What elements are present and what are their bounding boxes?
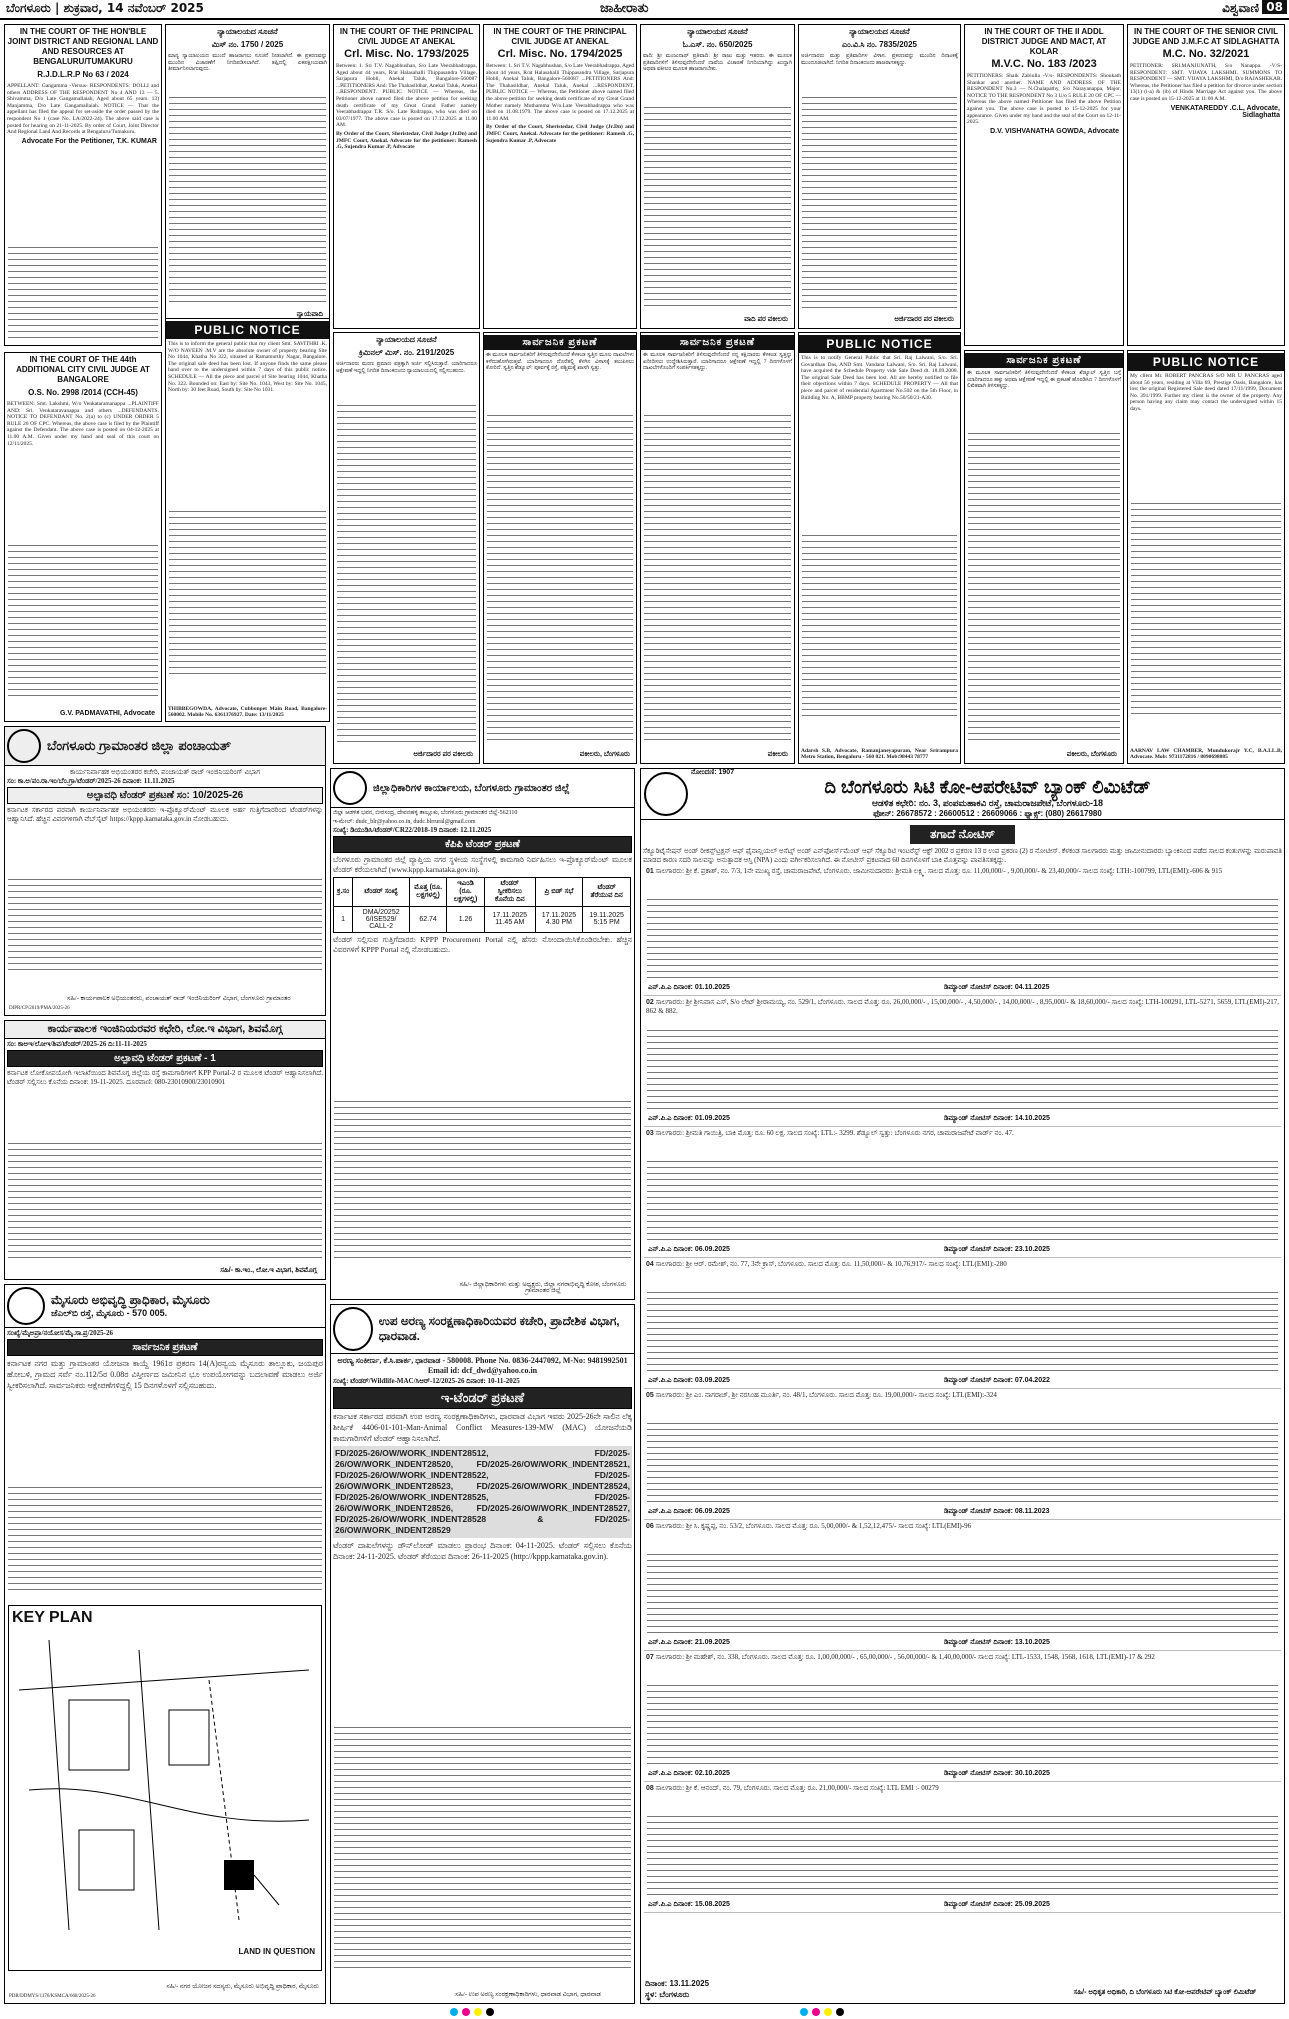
npa-date: ಎನ್.ಪಿ.ಎ ದಿನಾಂಕ: 06.09.2025 bbox=[648, 1246, 730, 1253]
borrower-entry bbox=[644, 1260, 1281, 1389]
case-number: O.S. No. 2998 /2014 (CCH-45) bbox=[28, 388, 138, 397]
ad-signature: VENKATAREDDY .C.L, Advocate, Sidlaghatta bbox=[1170, 104, 1280, 119]
court-notice-crl-1794 bbox=[483, 24, 637, 329]
bank-demand-notice bbox=[640, 768, 1285, 2004]
ad-signature: ವಕೀಲರು, ಬೆಂಗಳೂರು bbox=[1066, 751, 1117, 758]
ad-body: ಮಾನ್ಯ ನ್ಯಾಯಾಲಯದ ಮುಂದೆ ಹಾಜರಾಗಲು ಸೂಚನೆ ನೀಡಲಾಗಿದೆ. ಈ ಪ್ರಕರಣವನ್ನು ಮುಂದಿನ ವಿಚಾರಣೆಗೆ ನಿಗದಿಪಡಿಸಲಾಗಿದೆ. ತಪ್ಪಿದಲ್ಲಿ ಏಕಪಕ್ಷೀಯವಾಗಿ ತೀರ್ಮಾನಿಸಲಾಗುವುದು. bbox=[168, 53, 327, 73]
notice-intro: ಸೆಕ್ಯೂರಿಟೈಸೇಷನ್ ಅಂಡ್ ರೀಕನ್ಸ್‌ಟ್ರಕ್ಷನ್ ಆಫ್ ಫೈನಾನ್ಷಿಯಲ್ ಅಸೆಟ್ಸ್ ಅಂಡ್ ಎನ್‌ಫೋರ್ಸ್‌ಮೆಂಟ್ ಆಫ್ ಸೆಕ್ಯೂರಿಟಿ ಇಂಟರೆಸ್ಟ್ ಆಕ್ಟ್ 2002 ರ ಪ್ರಕರಣ 13 ರ ಉಪ ಪ್ರಕರಣ (2) ರ ನೋಟೀಸ್. ಕೆಳಕಂಡ ಸಾಲಗಾರರು ಮತ್ತು ಜಾಮೀನುದಾರರು ಬ್ಯಾಂಕಿನಿಂದ ಪಡೆದ ಸಾಲದ ಕಂತುಗಳನ್ನು ಮರುಪಾವತಿ ಮಾಡದ ಕಾರಣ ಸದರಿ ಸಾಲವನ್ನು ಅನುತ್ಪಾದಕ ಆಸ್ತಿ (NPA) ಎಂದು ವರ್ಗೀಕರಿಸಲಾಗಿದೆ. ಈ ನೋಟೀಸ್ ಪ್ರಕಟವಾದ 60 ದಿನಗಳೊಳಗೆ ಬಾಕಿ ಮೊತ್ತವನ್ನು ಪಾವತಿಸತಕ್ಕದ್ದು. bbox=[643, 847, 1282, 864]
entry-text: ಸಾಲಗಾರರು: ಶ್ರೀ ಸಿ. ಕೃಷ್ಣಪ್ಪ, ನಂ. 53/2, ಬೆಂಗಳೂರು. ಸಾಲದ ಮೊತ್ತ: ರೂ. 5,00,000/- & 1,52,12,475/- ಸಾಲದ ಸಂಖ್ಯೆ: LTL(EMI)-96 bbox=[655, 1522, 972, 1530]
ad-heading: ಬೆಂಗಳೂರು ಗ್ರಾಮಾಂತರ ಜಿಲ್ಲಾ ಪಂಚಾಯತ್ bbox=[47, 738, 231, 753]
ad-title: IN THE COURT OF THE II ADDL DISTRICT JUDGE AND MACT, AT KOLAR bbox=[981, 27, 1107, 56]
ad-title: ನ್ಯಾಯಾಲಯದ ಸೂಚನೆ bbox=[217, 27, 278, 36]
ad-title: IN THE COURT OF THE SENIOR CIVIL JUDGE AND J.M.F.C AT SIDLAGHATTA bbox=[1132, 27, 1280, 46]
ad-title: PUBLIC NOTICE bbox=[1128, 353, 1284, 371]
ad-body: ವಾದಿ: ಶ್ರೀ ಮಂಜುನಾಥ್ ಪ್ರತಿವಾದಿ: ಶ್ರೀ ರಾಜು ಮತ್ತು ಇತರರು. ಈ ಮೂಲಕ ಪ್ರತಿವಾದಿಗಳಿಗೆ ತಿಳಿಸುವುದೇನೆಂದರೆ ದಾವೆಯ ವಿಚಾರಣೆ ನಿಗದಿಯಾಗಿದ್ದು ಖುದ್ದಾಗಿ ಅಥವಾ ವಕೀಲರ ಮೂಲಕ ಹಾಜರಾಗಬೇಕು. bbox=[643, 53, 792, 73]
public-notice-kannada-3 bbox=[964, 350, 1124, 764]
dipr-code: PDR/DDMYS/1176/KSMCA/668/2025-26 bbox=[9, 1994, 96, 2000]
table-cell: DMA/20252 6/ISE529/ CALL-2 bbox=[353, 906, 410, 932]
npa-date: ಎನ್.ಪಿ.ಎ ದಿನಾಂಕ: 21.09.2025 bbox=[648, 1639, 730, 1646]
office-address: ಅರಣ್ಯ ಸಂಕೀರ್ಣ, ಕೆ.ಸಿ.ಪಾರ್ಕ, ಧಾರವಾಡ - 580008. Phone No. 0836-2447092, M-No: 9481992501 Email id: dcf_dwd@yahoo.co.in bbox=[337, 1356, 628, 1375]
ad-title: ನ್ಯಾಯಾಲಯದ ಸೂಚನೆ bbox=[849, 27, 910, 36]
mda-logo-icon bbox=[7, 1287, 45, 1325]
color-registration-marks bbox=[0, 2005, 1289, 2019]
bank-logo-icon bbox=[644, 772, 688, 816]
table-cell: 1 bbox=[334, 906, 353, 932]
npa-date: ಎನ್.ಪಿ.ಎ ದಿನಾಂಕ: 15.08.2025 bbox=[648, 1901, 730, 1908]
ad-heading: ಮೈಸೂರು ಅಭಿವೃದ್ಧಿ ಪ್ರಾಧಿಕಾರ, ಮೈಸೂರು bbox=[51, 1293, 210, 1307]
ad-body: BETWEEN: Smt. Lakshmi, W/o Venkataramanappa ...PLAINTIFF AND: Sri. Venkataravanappa and others ...DEFENDANTS. NOTICE TO DEFENDANT No. 2(a) to (c) UNDER ORDER 5 RULE 20 OF CPC. Whereas, the above case is filed by the Plaintiff against the Defendant. The above case is posted on 04-12-2025 at 11.00 A.M. Given under my hand and seal of this court on 12/11/2025. bbox=[7, 401, 159, 447]
case-number: ಓ.ಎಸ್. ನಂ. 650/2025 bbox=[682, 40, 753, 49]
header-date: ಬೆಂಗಳೂರು | ಶುಕ್ರವಾರ, 14 ನವೆಂಬರ್ 2025 bbox=[6, 1, 204, 15]
reference-number: ಸಂ: ಕಾಅಇ/ಲೋಇ/ಶಿವ/ಟೆಂಡರ್/2025-26 ದಿ:11-11-2025 bbox=[7, 1040, 147, 1048]
borrower-entry bbox=[644, 998, 1281, 1127]
case-number: R.J.D.L.R.P No 63 / 2024 bbox=[37, 70, 129, 79]
ad-signature: ಸಹಿ/- ಉಪ ಅರಣ್ಯ ಸಂರಕ್ಷಣಾಧಿಕಾರಿಗಳು, ಧಾರವಾಡ ವಿಭಾಗ, ಧಾರವಾಡ bbox=[455, 1991, 601, 1999]
borrower-entry bbox=[644, 867, 1281, 996]
case-number: ಕ್ರಿಮಿನಲ್ ಮಿಸ್. ನಂ. 2191/2025 bbox=[358, 348, 455, 357]
court-notice-mc-32 bbox=[1127, 24, 1285, 346]
tender-pwd-shimoga bbox=[4, 1020, 326, 1280]
notice-place: ಸ್ಥಳ: ಬೆಂಗಳೂರು bbox=[645, 1990, 690, 1999]
ad-heading: ಉಪ ಅರಣ್ಯ ಸಂರಕ್ಷಣಾಧಿಕಾರಿಯವರ ಕಚೇರಿ, ಪ್ರಾದೇಶಿಕ ವಿಭಾಗ, ಧಾರವಾಡ. bbox=[378, 1314, 620, 1343]
tender-dudc-bangalore-rural bbox=[330, 768, 635, 1300]
court-notice-kannada-2191 bbox=[333, 332, 480, 764]
ad-signature: ವಕೀಲರು, ಬೆಂಗಳೂರು bbox=[579, 751, 630, 758]
ad-signature: By Order of the Court, Sheristedar, Civil Judge (Jr.Dn) and JMFC Court, Anekal. Advocate for the petitioner: Ramesh .G, Sujendra Kumar .P, Advocate bbox=[336, 130, 477, 151]
entry-text: ಸಾಲಗಾರರು: ಶ್ರೀ ಶ್ರೀನಿವಾಸ ಎಸ್, S/o ಲೇಟ್ ಶ್ರೀರಾಮಯ್ಯ, ನಂ. 529/1, ಬೆಂಗಳೂರು. ಸಾಲದ ಮೊತ್ತ: ರೂ. 26,00,000/- , 15,00,000/- , 4,50,000/- , 14,00,000/- , 8,95,000/- & 18,60,000/- ಸಾಲದ ಸಂಖ್ಯೆ: LTH-100291, LTL-5271, 5659, LTL(EMI)-217, 862 & 882. bbox=[646, 998, 1280, 1015]
tender-forest-dharwad bbox=[330, 1304, 635, 2004]
ad-title: ನ್ಯಾಯಾಲಯದ ಸೂಚನೆ bbox=[376, 335, 437, 344]
notice-title: ಅಲ್ಪಾವಧಿ ಟೆಂಡರ್ ಪ್ರಕಟಣೆ - 1 bbox=[7, 1050, 323, 1067]
case-number: M.C. No. 32/2021 bbox=[1162, 48, 1250, 60]
court-notice-kannada-1 bbox=[165, 24, 330, 324]
ad-signature: G.V. PADMAVATHI, Advocate bbox=[59, 710, 155, 717]
ad-title: ಸಾರ್ವಜನಿಕ ಪ್ರಕಟಣೆ bbox=[965, 353, 1123, 368]
ad-signature: ಅರ್ಜಿದಾರರ ಪರ ವಕೀಲರು bbox=[413, 751, 473, 758]
ad-signature: By Order of the Court, Sheristedar, Civil Judge (Jr.Dn) and JMFC Court, Anekal. Advocate for the petitioner: Ramesh .G, Sujendra Kumar .P, Advocate bbox=[486, 124, 634, 144]
ad-signature: THIBBEGOWDA, Advocate, Cubbonpet Main Road, Bangalore-560002. Mobile No. 6361376927. Date: 13/11/2025 bbox=[168, 705, 327, 719]
entry-number: 02 bbox=[646, 999, 654, 1006]
table-cell: 1.26 bbox=[447, 906, 485, 932]
case-number: M.V.C. No. 183 /2023 bbox=[991, 58, 1097, 70]
entry-text: ಸಾಲಗಾರರು: ಶ್ರೀ ಮಹೇಶ್, ನಂ. 338, ಬೆಂಗಳೂರು. ಸಾಲದ ಮೊತ್ತ: ರೂ. 1,00,00,000/- , 65,00,000/- , 56,00,000/- & 1,40,00,000/- ಸಾಲದ ಸಂಖ್ಯೆ: LTL-1533, 1548, 1568, 1618, LTL(EMI)-17 & 292 bbox=[655, 1653, 1155, 1661]
office-address: ಜಿಲ್ಲಾ ಆಡಳಿತ ಭವನ, ಬೀರಸಂದ್ರ, ದೇವನಹಳ್ಳಿ ತಾಲ್ಲೂಕು, ಬೆಂಗಳೂರು ಗ್ರಾಮಾಂತರ ಜಿಲ್ಲೆ-562110 bbox=[333, 810, 518, 816]
entry-number: 05 bbox=[646, 1392, 654, 1399]
borrower-entry bbox=[644, 1391, 1281, 1520]
ad-body: ಬೆಂಗಳೂರು ಗ್ರಾಮಾಂತರ ಜಿಲ್ಲೆ ವ್ಯಾಪ್ತಿಯ ನಗರ ಸ್ಥಳೀಯ ಸಂಸ್ಥೆಗಳಲ್ಲಿ ಕಾಮಗಾರಿ ನಿರ್ವಹಿಸಲು ಇ-ಪ್ರೊಕ್ಯೂರ್‌ಮೆಂಟ್ ಮೂಲಕ ಟೆಂಡರ್ ಕರೆಯಲಾಗಿದೆ (www.kppp.karnataka.gov.in). bbox=[333, 854, 632, 874]
entry-text: ಸಾಲಗಾರರು: ಶ್ರೀಮತಿ ಗಾಯಿತ್ರಿ, ಬಾಕಿ ಮೊತ್ತ: ರೂ. 60 ಲಕ್ಷ. ಸಾಲದ ಸಂಖ್ಯೆ: LTL:- 3299. ಶೆಡ್ಯೂಲ್ ಸ್ವತ್ತು: ಬೆಂಗಳೂರು ನಗರ, ಚಾಮರಾಜಪೇಟೆ ವಾರ್ಡ್ ನಂ. 47. bbox=[655, 1129, 1014, 1137]
demand-notice-date: ಡಿಮ್ಯಾಂಡ್ ನೋಟಿಸ್ ದಿನಾಂಕ: 04.11.2025 bbox=[944, 984, 1050, 991]
borrower-entry bbox=[644, 1653, 1281, 1782]
key-plan-drawing bbox=[9, 1630, 323, 1950]
public-notice-kannada-2 bbox=[640, 332, 795, 764]
case-number: Crl. Misc. No. 1793/2025 bbox=[344, 48, 469, 60]
ad-signature: D.V. VISHVANATHA GOWDA, Advocate bbox=[990, 127, 1119, 135]
public-notice-savithri bbox=[165, 318, 330, 722]
notice-title: ಸಾರ್ವಜನಿಕ ಪ್ರಕಟಣೆ bbox=[7, 1339, 323, 1356]
demand-notice-date: ಡಿಮ್ಯಾಂಡ್ ನೋಟಿಸ್ ದಿನಾಂಕ: 14.10.2025 bbox=[944, 1115, 1050, 1122]
ad-body: ಕರ್ನಾಟಕ ಲೋಕೋಪಯೋಗಿ ಇಲಾಖೆಯಿಂದ ಶಿವಮೊಗ್ಗ ಜಿಲ್ಲೆಯ ರಸ್ತೆ ಕಾಮಗಾರಿಗಳಿಗೆ KPP Portal-2 ರ ಮೂಲಕ ಟೆಂಡರ್ ಆಹ್ವಾನಿಸಲಾಗಿದೆ. ಟೆಂಡರ್ ಸಲ್ಲಿಸಲು ಕೊನೆಯ ದಿನಾಂಕ: 19-11-2025. ದೂರವಾಣಿ: 080-23010900/23010901 bbox=[7, 1068, 323, 1086]
court-notice-kannada-os bbox=[640, 24, 795, 329]
emblem-icon bbox=[333, 771, 367, 805]
ad-signature: ಸಹಿ/- ಅಧಿಕೃತ ಅಧಿಕಾರಿ, ದಿ ಬೆಂಗಳೂರು ಸಿಟಿ ಕೋ-ಆಪರೇಟಿವ್ ಬ್ಯಾಂಕ್ ಲಿಮಿಟೆಡ್ bbox=[1073, 1989, 1257, 1996]
land-in-question-label: LAND IN QUESTION bbox=[238, 1947, 315, 1956]
borrower-entry bbox=[644, 1522, 1281, 1651]
entry-text: ಸಾಲಗಾರರು: ಶ್ರೀ ಆರ್. ರಮೇಶ್, ನಂ. 77, 3ನೇ ಕ್ರಾಸ್, ಬೆಂಗಳೂರು. ಸಾಲದ ಮೊತ್ತ: ರೂ. 11,50,000/- & 10,76,917/- ಸಾಲದ ಸಂಖ್ಯೆ: LTL(EMI):-280 bbox=[655, 1260, 1007, 1268]
table-header-cell: ಇಎಂಡಿ (ರೂ. ಲಕ್ಷಗಳಲ್ಲಿ) bbox=[447, 877, 485, 906]
ad-body-2: ಟೆಂಡರ್ ದಾಖಲೆಗಳನ್ನು ಡೌನ್‌ಲೋಡ್ ಮಾಡಲು ಪ್ರಾರಂಭ ದಿನಾಂಕ: 04-11-2025. ಟೆಂಡರ್ ಸಲ್ಲಿಸಲು ಕೊನೆಯ ದಿನಾಂಕ: 24-11-2025. ಟೆಂಡರ್ ತೆರೆಯುವ ದಿನಾಂಕ: 26-11-2025 (http://kppp.karnataka.gov.in). bbox=[333, 1540, 632, 1561]
ad-signature: ವಕೀಲರು bbox=[767, 751, 788, 758]
ad-signature: ಸಹಿ/- ನಗರ ಯೋಜನ ಸದಸ್ಯರು, ಮೈಸೂರು ಅಭಿವೃದ್ಧಿ ಪ್ರಾಧಿಕಾರ, ಮೈಸೂರು bbox=[166, 1983, 319, 1991]
case-number: ಎಂ.ವಿ.ಸಿ ನಂ. 7835/2025 bbox=[841, 40, 917, 49]
npa-date: ಎನ್.ಪಿ.ಎ ದಿನಾಂಕ: 03.09.2025 bbox=[648, 1377, 730, 1384]
ad-body: ಅರ್ಜಿದಾರರು ಮರಣ ಪ್ರಮಾಣ ಪತ್ರಕ್ಕಾಗಿ ಅರ್ಜಿ ಸಲ್ಲಿಸಿರುತ್ತಾರೆ. ಯಾರಿಗಾದರೂ ಆಕ್ಷೇಪಣೆ ಇದ್ದಲ್ಲಿ ನಿಗದಿತ ದಿನಾಂಕದಂದು ನ್ಯಾಯಾಲಯದಲ್ಲಿ ಸಲ್ಲಿಸಬಹುದು. bbox=[336, 361, 477, 374]
ad-signature: AARNAV LAW CHAMBER, Mundukorajr Y.C, B.A.LL.B, Advocate. Mob: 9731172816 / 8090698085 bbox=[1130, 747, 1282, 761]
ad-body: ಕರ್ನಾಟಕ ಸರ್ಕಾರದ ಪರವಾಗಿ ಉಪ ಅರಣ್ಯ ಸಂರಕ್ಷಣಾಧಿಕಾರಿಗಳು, ಧಾರವಾಡ ವಿಭಾಗ ಇವರು 2025-26ನೇ ಸಾಲಿನ ಲೆಕ್ಕ ಶೀರ್ಷಿಕೆ 4406-01-101-Man-Animal Conflict Measures-139-MW (MAC) ಯೋಜನೆಯಡಿ ಕಾಮಗಾರಿಗಳಿಗೆ ಟೆಂಡರ್ ಆಹ್ವಾನಿಸಲಾಗಿದೆ. bbox=[333, 1411, 632, 1443]
ad-title: IN THE COURT OF THE PRINCIPAL CIVIL JUDGE AT ANEKAL bbox=[339, 27, 474, 46]
entry-text: ಸಾಲಗಾರರು: ಶ್ರೀ ಕೆ. ಆನಂದ್, ನಂ. 79, ಬೆಂಗಳೂರು. ಸಾಲದ ಮೊತ್ತ: ರೂ. 21,00,000/- ಸಾಲದ ಸಂಖ್ಯೆ: LTL EMI :- 00279 bbox=[655, 1784, 939, 1792]
public-notice-robert-pancras bbox=[1127, 350, 1285, 764]
ad-heading: ಕಾರ್ಯಪಾಲಕ ಇಂಜಿನಿಯರವರ ಕಛೇರಿ, ಲೋ.ಇ ವಿಭಾಗ, ಶಿವಮೊಗ್ಗ bbox=[5, 1021, 325, 1039]
header-masthead: ವಿಶ್ವವಾಣಿ bbox=[1222, 1, 1259, 15]
forest-dept-logo-icon bbox=[333, 1307, 373, 1351]
table-header-cell: ಟೆಂಡರ್ ತೆರೆಯುವ ದಿನ bbox=[583, 877, 631, 906]
table-cell: 62.74 bbox=[410, 906, 447, 932]
ad-signature: ನ್ಯಾಯವಾದಿ bbox=[296, 311, 323, 318]
entry-number: 06 bbox=[646, 1523, 654, 1530]
office-address: ಜೆಎಲ್‌ಬಿ ರಸ್ತೆ, ಮೈಸೂರು - 570 005. bbox=[51, 1308, 168, 1318]
ad-body: PETITIONER: SRI.MANJUNATH, S/o Nanappa. -V/S- RESPONDENT: SMT. VIJAYA LAKSHMI. SUMMONS TO RESPONDENT — SMT. VIJAYA LAKSHMI, D/o RAJASHEKAR. Whereas, the Petitioner has filed a petition for divorce under section 13(1) (i-a) & (ib) of Hindu Marriage Act against you. The above case is posted on 15-12-2025 at 11:00 A.M. bbox=[1130, 63, 1282, 102]
entry-text: ಸಾಲಗಾರರು: ಶ್ರೀ ಎಂ. ನಾಗರಾಜ್, ಶ್ರೀ ನರಸಿಂಹ ಮೂರ್ತಿ, ನಂ. 48/1, ಬೆಂಗಳೂರು. ಸಾಲದ ಮೊತ್ತ: ರೂ. 19,00,000/- ಸಾಲದ ಸಂಖ್ಯೆ: LTL(EMI):-324 bbox=[655, 1391, 997, 1399]
ad-body: ಈ ಮೂಲಕ ಸಾರ್ವಜನಿಕರಿಗೆ ತಿಳಿಸುವುದೇನೆಂದರೆ ನನ್ನ ಕಕ್ಷಿದಾರರು ಕೆಳಕಂಡ ಸ್ವತ್ತನ್ನು ಖರೀದಿಸಲು ಉದ್ದೇಶಿಸಿರುತ್ತಾರೆ. ಯಾರಿಗಾದರೂ ಆಕ್ಷೇಪಣೆ ಇದ್ದಲ್ಲಿ 7 ದಿನಗಳೊಳಗೆ ದಾಖಲೆಗಳೊಂದಿಗೆ ಸಂಪರ್ಕಿಸತಕ್ಕದ್ದು. bbox=[643, 352, 792, 372]
ad-title: PUBLIC NOTICE bbox=[166, 321, 329, 339]
ad-body-2: ಟೆಂಡರ್ ಸಲ್ಲಿಸುವ ಗುತ್ತಿಗೆದಾರರು KPPP Procurement Portal ನಲ್ಲಿ ಹೆಸರು ನೋಂದಾಯಿಸಿಕೊಂಡಿರಬೇಕು. ಹೆಚ್ಚಿನ ವಿವರಗಳಿಗೆ KPPP Portal ನಲ್ಲಿ ನೋಡಬಹುದು. bbox=[333, 934, 632, 954]
case-number: Crl. Misc. No. 1794/2025 bbox=[497, 48, 623, 60]
ad-body: ಕರ್ನಾಟಕ ಸರ್ಕಾರದ ಪರವಾಗಿ ಕಾರ್ಯನಿರ್ವಾಹಕ ಅಭಿಯಂತರರು ಇ-ಪ್ರೊಕ್ಯೂರ್‌ಮೆಂಟ್ ಮೂಲಕ ಅರ್ಹ ಗುತ್ತಿಗೆದಾರರಿಂದ ಟೆಂಡರ್‌ಗಳನ್ನು ಆಹ್ವಾನಿಸಿದೆ. ಹೆಚ್ಚಿನ ವಿವರಗಳಿಗಾಗಿ ವೆಬ್‌ಸೈಟ್ https://kppp.karnataka.gov.in ನೋಡಬಹುದು. bbox=[7, 805, 323, 823]
entry-number: 08 bbox=[646, 1785, 654, 1792]
emblem-icon bbox=[7, 729, 41, 763]
court-notice-crl-1793 bbox=[333, 24, 480, 329]
map-title: KEY PLAN bbox=[12, 1609, 93, 1626]
public-notice-lalwani bbox=[798, 332, 961, 764]
ad-body: APPELLANT: Gangamma -Versus- RESPONDENTS: DOLLI and others ADDRESS OF THE RESPONDENT No 4 AND 13 — 5. Shivamma, D/o Late Gangamallaiah, Aged about 65 years. 13) Manjamma, D/o Late Gangamallaiah. NOTICE — That the appellant has filed the appeal for set-aside the order passed by the respondent No 1 (case No. LA/2022-24). The above said case is posted for hearing on 21-11-2025. By order of Court, Joint Director And Regional Land And Records at Bengaluru/Tumakuru. bbox=[7, 83, 159, 136]
bank-address: ಆಡಳಿತ ಕಛೇರಿ: ನಂ. 3, ಪಂಪಮಹಾಕವಿ ರಸ್ತೆ, ಚಾಮರಾಜಪೇಟೆ, ಬೆಂಗಳೂರು-18 bbox=[872, 798, 1103, 808]
entry-number: 04 bbox=[646, 1261, 654, 1268]
borrower-entry bbox=[644, 1784, 1281, 1913]
header-section: ಜಾಹೀರಾತು bbox=[600, 1, 649, 16]
bank-name: ದಿ ಬೆಂಗಳೂರು ಸಿಟಿ ಕೋ-ಆಪರೇಟಿವ್ ಬ್ಯಾಂಕ್ ಲಿಮಿಟೆಡ್ bbox=[824, 777, 1151, 797]
reference-number: ಸಂಖ್ಯೆ: ಡಿಯುಡಿಸಿ/ಟೆಂಡರ್/CR22/2018-19 ದಿನಾಂಕ: 12.11.2025 bbox=[333, 826, 492, 835]
ad-signature: ಸಹಿ/- ಕಾರ್ಯಪಾಲಕ ಅಭಿಯಂತರರು, ಪಂಚಾಯತ್ ರಾಜ್ ಇಂಜಿನಿಯರಿಂಗ್ ವಿಭಾಗ, ಬೆಂಗಳೂರು ಗ್ರಾಮಾಂತರ bbox=[67, 995, 291, 1003]
court-notice-os-2998 bbox=[4, 352, 162, 722]
table-cell: 19.11.2025 5:15 PM bbox=[583, 906, 631, 932]
public-notice-kannada-1 bbox=[483, 332, 637, 764]
table-header-cell: ಕ್ರ.ಸಂ bbox=[334, 877, 353, 906]
ad-signature: ವಾದಿ ಪರ ವಕೀಲರು bbox=[744, 316, 788, 323]
reference-number: ಸಂಖ್ಯೆ/ಮೈಅಪ್ರಾ/ನಯೋಸ/ಮೈ.ಸಾ.ಪ್ರ/2025-26 bbox=[7, 1329, 113, 1337]
demand-notice-date: ಡಿಮ್ಯಾಂಡ್ ನೋಟಿಸ್ ದಿನಾಂಕ: 13.10.2025 bbox=[944, 1639, 1050, 1646]
entry-number: 01 bbox=[646, 868, 654, 875]
reference-number: ಸಂ: ಕಾ.ಅ/ಪಂ.ರಾ.ಇಂ/ಬೆಂ.ಗ್ರಾ/ಟೆಂಡರ್/2025-26 ದಿನಾಂಕ: 11.11.2025 bbox=[7, 777, 175, 785]
ad-body: Between: 1. Sri T.V. Nagabhushan, S/o Late Veerabhadrappa, Aged about 44 years, R/at Halasahalli Thippasandra Village, Sarjapura Hobli, Anekal Taluk, Bangalore-560087 ...PETITIONERS And: The Thahasildhar, Anekal Taluk, Anekal ...RESPONDENT. PUBLIC NOTICE — Whereas, the Petitioner above named filed the above petition for seeking death certificate of my Great Grand Mother namely Muthamma W/o.Late Veerabhadrappa who was died on 11.08.1979. The above case is posted on 17.12.2025 at 11.00 AM. bbox=[486, 63, 634, 122]
entry-text: ಸಾಲಗಾರರು: ಶ್ರೀ ಕೆ. ಪ್ರಕಾಶ್, ನಂ. 7/3, 1ನೇ ಮುಖ್ಯ ರಸ್ತೆ, ಚಾಮರಾಜಪೇಟೆ, ಬೆಂಗಳೂರು. ಜಾಮೀನುದಾರರು: ಶ್ರೀಮತಿ ಲಕ್ಷ್ಮಿ. ಸಾಲದ ಮೊತ್ತ: ರೂ. 11,00,000/- , 9,00,000/- & 23,40,000/- ಸಾಲದ ಸಂಖ್ಯೆ: LTH:-100799, LTL(EMI):-606 & 915 bbox=[655, 867, 1223, 875]
land-parcel-marker bbox=[224, 1860, 254, 1890]
work-indent-list: FD/2025-26/OW/WORK_INDENT28512, FD/2025-26/OW/WORK_INDENT28520, FD/2025-26/OW/WORK_INDENT28521, FD/2025-26/OW/WORK_INDENT28522, FD/2025-26/OW/WORK_INDENT28523, FD/2025-26/OW/WORK_INDENT28524, FD/2025-26/OW/WORK_INDENT28525, FD/2025-26/OW/WORK_INDENT28526, FD/2025-26/OW/WORK_INDENT28527, FD/2025-26/OW/WORK_INDENT28528 & FD/2025-26/OW/WORK_INDENT28529 bbox=[333, 1446, 632, 1538]
ad-signature: Adarsh S.B, Advocate, Ramanjaneyapuram, Near Srirampura Metro Station, Bengaluru - 560 021. Mob:98443 78777 bbox=[801, 747, 958, 761]
table-header-cell: ಪ್ರಿ ಬಿಡ್ ಸಭೆ bbox=[535, 877, 583, 906]
notice-title: ಅಲ್ಪಾವಧಿ ಟೆಂಡರ್ ಪ್ರಕಟಣೆ ಸಂ: 10/2025-26 bbox=[7, 787, 323, 804]
borrower-list bbox=[641, 867, 1284, 1913]
court-notice-mvc-183 bbox=[964, 24, 1124, 346]
ad-signature: ಅರ್ಜಿದಾರರ ಪರ ವಕೀಲರು bbox=[894, 316, 954, 323]
entry-number: 07 bbox=[646, 1654, 654, 1661]
table-header-cell: ಟೆಂಡರ್ ಸ್ವೀಕರಿಸಲು ಕೊನೆಯ ದಿನ bbox=[484, 877, 535, 906]
demand-notice-date: ಡಿಮ್ಯಾಂಡ್ ನೋಟಿಸ್ ದಿನಾಂಕ: 07.04.2022 bbox=[944, 1377, 1050, 1384]
table-cell: 17.11.2025 4.30 PM bbox=[535, 906, 583, 932]
ad-body: Between: 1. Sri T.V. Nagabhushan, S/o Late Veerabhadrappa, Aged about 44 years, R/at Halasahalli Thippasandra Village, Sarjapura Hobli, Anekal Taluk, Bangalore-560087 ...PETITIONERS And: The Thahasildhar, Anekal Taluk, Anekal ...RESPONDENT. PUBLIC NOTICE — Whereas, the Petitioner above named filed the above petition for seeking death certificate of my Great Grand Father namely Veerabhadrappa T.R. S/o. Late Rudrappa, who was died on 03/07/1977. The above case is posted on 17.12.2025 at 11.00 AM. bbox=[336, 63, 477, 129]
demand-notice-date: ಡಿಮ್ಯಾಂಡ್ ನೋಟಿಸ್ ದಿನಾಂಕ: 08.11.2023 bbox=[944, 1508, 1050, 1515]
notice-mysore-development-authority bbox=[4, 1284, 326, 2004]
ad-signature: ಸಹಿ/- ಕಾ.ಇಂ., ಲೋ.ಇ ವಿಭಾಗ, ಶಿವಮೊಗ್ಗ bbox=[220, 1267, 317, 1274]
key-plan-map bbox=[8, 1605, 322, 1971]
table-cell: 17.11.2025 11.45 AM bbox=[484, 906, 535, 932]
ad-title: ನ್ಯಾಯಾಲಯದ ಸೂಚನೆ bbox=[687, 27, 748, 36]
ad-body: ಅರ್ಜಿದಾರರು ಮತ್ತು ಪ್ರತಿವಾದಿಗಳ ವಿಳಾಸ. ಪ್ರಕರಣವನ್ನು ಮುಂದಿನ ದಿನಾಂಕಕ್ಕೆ ಮುಂದೂಡಲಾಗಿದೆ. ನಿಗದಿತ ದಿನಾಂಕದಂದು ಹಾಜರಾಗತಕ್ಕದ್ದು. bbox=[801, 53, 958, 66]
tender-table-row bbox=[334, 906, 631, 932]
ad-heading: ಜಿಲ್ಲಾಧಿಕಾರಿಗಳ ಕಾರ್ಯಾಲಯ, ಬೆಂಗಳೂರು ಗ್ರಾಮಾಂತರ ಜಿಲ್ಲೆ bbox=[373, 782, 570, 794]
dipr-code: DIPR/CP/2619/PMA/2025-26 bbox=[9, 1006, 70, 1012]
court-notice-rjdlrp bbox=[4, 24, 162, 346]
demand-notice-date: ಡಿಮ್ಯಾಂಡ್ ನೋಟಿಸ್ ದಿನಾಂಕ: 25.09.2025 bbox=[944, 1901, 1050, 1908]
table-header-cell: ಮೊತ್ತ (ರೂ. ಲಕ್ಷಗಳಲ್ಲಿ) bbox=[410, 877, 447, 906]
office-email: ಇ-ಮೇಲ್: dudc_blr@yahoo.co.in, dudc.blrrural@gmail.com bbox=[333, 818, 476, 825]
npa-date: ಎನ್.ಪಿ.ಎ ದಿನಾಂಕ: 02.10.2025 bbox=[648, 1770, 730, 1777]
ad-body: ಈ ಮೂಲಕ ಸಾರ್ವಜನಿಕರಿಗೆ ತಿಳಿಸುವುದೇನೆಂದರೆ ಕೆಳಕಂಡ ಸ್ವತ್ತಿನ ಮೂಲ ದಾಖಲೆಗಳು ಕಳೆದುಹೋಗಿರುತ್ತವೆ. ಯಾರಿಗಾದರೂ ದೊರೆತಲ್ಲಿ ಕೆಳಗಿನ ವಿಳಾಸಕ್ಕೆ ತಲುಪಿಸಲು ಕೋರಿದೆ. ಸ್ವತ್ತಿನ ಶೆಡ್ಯೂಲ್: ಪೂರ್ವಕ್ಕೆ ರಸ್ತೆ, ಪಶ್ಚಿಮಕ್ಕೆ ಖಾಸಗಿ ಸ್ವತ್ತು. bbox=[486, 352, 634, 372]
header-page-number: 08 bbox=[1262, 0, 1287, 14]
tender-zilla-panchayat bbox=[4, 726, 326, 1016]
npa-date: ಎನ್.ಪಿ.ಎ ದಿನಾಂಕ: 06.09.2025 bbox=[648, 1508, 730, 1515]
ad-body: This is to inform the general public that my client Smt. SAVITHRI .K. W/O NAVEEN .M.V are the absolute owner of property bearing Site No 1044, Khatha No 322, situated at Ramamurthy Nagar, Bangalore. The original sale deed has been lost. If anyone finds the same please hand over to the undersigned within 7 days of this public notice. SCHEDULE — All the piece and parcel of Site bearing 1044, Khatha No. 322. Bounded on: East by: Site No. 1043, West by: Site No. 1045, North by: 30 feet Road, South by: Site No 1031. bbox=[168, 341, 327, 394]
ad-title: PUBLIC NOTICE bbox=[799, 335, 960, 353]
npa-date: ಎನ್.ಪಿ.ಎ ದಿನಾಂಕ: 01.09.2025 bbox=[648, 1115, 730, 1122]
ad-title: ಸಾರ್ವಜನಿಕ ಪ್ರಕಟಣೆ bbox=[484, 335, 636, 350]
demand-notice-date: ಡಿಮ್ಯಾಂಡ್ ನೋಟಿಸ್ ದಿನಾಂಕ: 30.10.2025 bbox=[944, 1770, 1050, 1777]
notice-title: ಕೆಪಿಪಿ ಟೆಂಡರ್ ಪ್ರಕಟಣೆ bbox=[333, 836, 632, 853]
ad-body: This is to notify General Public that Sri. Raj Lalwani, S/o. Sri. Govardhan Das, AND Smt. Vandana Lalwani, S/o. Sri. Raj Lalwani, have acquired the Schedule Property vide Sale Deed dt. 18.09.2008. The original Sale Deed has been lost. All are hereby notified to file their objections within 7 days. SCHEDULE PROPERTY — All that piece and parcel of residential Apartment No.502 on the 5th Floor, in Building No. A, BBMP property bearing No.50/50/21-A30. bbox=[801, 355, 958, 401]
tender-table bbox=[333, 877, 631, 933]
borrower-entry bbox=[644, 1129, 1281, 1258]
reference-number: ಸಂಖ್ಯೆ: ಟೆಂಡರ್/Wildlife-MAC/ಸಿಆರ್-12/2025-26 ದಿನಾಂಕ: 10-11-2025 bbox=[333, 1377, 520, 1385]
bank-phone: ಫೋನ್: 26678572 : 26600512 : 26609066 : ಫ್ಯಾಕ್ಸ್: (080) 26617980 bbox=[873, 809, 1102, 818]
ad-body: My client Mr. ROBERT PANCRAS S/O MR U PANCRAS aged about 56 years, residing at Villa 69, Prestige Oasis, Bangalore, has lost the original Registered Sale deed dated 17/11/1999, Document No. 391/1999. Further my client is the owner of the property. Any person having any claim may contact the undersigned within 15 days. bbox=[1130, 373, 1282, 412]
ad-body: ಕರ್ನಾಟಕ ನಗರ ಮತ್ತು ಗ್ರಾಮಾಂತರ ಯೋಜನಾ ಕಾಯ್ದೆ 1961ರ ಪ್ರಕರಣ 14(A)ರನ್ವಯ ಮೈಸೂರು ತಾಲ್ಲೂಕು, ಜಯಪುರ ಹೋಬಳಿ, ಗ್ರಾಮದ ಸರ್ವೆ ನಂ.112/5ರ 0.08ರ ವಿಸ್ತೀರ್ಣದ ಜಮೀನಿನ ಭೂ ಉಪಯೋಗವನ್ನು ಬದಲಾವಣೆ ಮಾಡಲು ಅರ್ಜಿ ಸ್ವೀಕರಿಸಲಾಗಿದೆ. ಸಾರ್ವಜನಿಕರು ಆಕ್ಷೇಪಣೆಗಳಿದ್ದಲ್ಲಿ 15 ದಿನಗಳೊಳಗೆ ಸಲ್ಲಿಸಬಹುದು. bbox=[7, 1358, 323, 1390]
ad-title: IN THE COURT OF THE PRINCIPAL CIVIL JUDGE AT ANEKAL bbox=[493, 27, 627, 46]
office-name: ಕಾರ್ಯನಿರ್ವಾಹಕ ಅಭಿಯಂತರರ ಕಚೇರಿ, ಪಂಚಾಯತ್ ರಾಜ್ ಇಂಜಿನಿಯರಿಂಗ್ ವಿಭಾಗ bbox=[69, 768, 261, 776]
ad-title: IN THE COURT OF THE HON'BLE JOINT DISTRICT AND REGIONAL LAND AND RESOURCES AT BENGALURU/TUMAKURU bbox=[7, 27, 159, 66]
entry-number: 03 bbox=[646, 1130, 654, 1137]
notice-date: ದಿನಾಂಕ: 13.11.2025 bbox=[645, 1979, 710, 1988]
court-notice-mvc-7835 bbox=[798, 24, 961, 329]
npa-date: ಎನ್.ಪಿ.ಎ ದಿನಾಂಕ: 01.10.2025 bbox=[648, 984, 730, 991]
ad-title: IN THE COURT OF THE 44th ADDITIONAL CITY CIVIL JUDGE AT BANGALORE bbox=[16, 355, 150, 384]
notice-title: ತಗಾದೆ ನೋಟಿಸ್ bbox=[910, 825, 1015, 844]
ad-signature: Advocate For the Petitioner, T.K. KUMAR bbox=[21, 137, 157, 145]
ad-body: PETITIONERS: Shaik Zabiulla -V/s- RESPONDENTS: Shoukath Shankar and another. NAME AND ADDRESS OF THE RESPONDENT No.3 — N.Chalapathy, S/o Narayanappa, Major. NOTICE TO THE RESPONDENT No 3 U/o 5 RULE 20 OF CPC — Whereas the above named Petitioner has filed the above Petition against you. The above case is posted to 15-12-2025 for your appearance. Given under my hand and the seal of the Court on 12-11-2025. bbox=[967, 73, 1121, 126]
ad-title: ಸಾರ್ವಜನಿಕ ಪ್ರಕಟಣೆ bbox=[641, 335, 794, 350]
ad-body: ಈ ಮೂಲಕ ಸಾರ್ವಜನಿಕರಿಗೆ ತಿಳಿಸುವುದೇನೆಂದರೆ ಕೆಳಕಂಡ ಶೆಡ್ಯೂಲ್ ಸ್ವತ್ತಿನ ಬಗ್ಗೆ ಯಾರಿಗಾದರೂ ಹಕ್ಕು ಅಥವಾ ಆಕ್ಷೇಪಣೆ ಇದ್ದಲ್ಲಿ ಈ ಪ್ರಕಟಣೆ ಹೊರಡಿಸಿದ 7 ದಿನಗಳೊಳಗೆ ಲಿಖಿತವಾಗಿ ತಿಳಿಸತಕ್ಕದ್ದು. bbox=[967, 370, 1121, 390]
page-header bbox=[0, 0, 1289, 20]
registration-number: ನೋಂದಣಿ: 1907 bbox=[691, 769, 735, 776]
tender-table-header bbox=[334, 877, 631, 906]
case-number: ಮಿಸ್ ನಂ. 1750 / 2025 bbox=[211, 40, 284, 49]
table-header-cell: ಟೆಂಡರ್ ಸಂಖ್ಯೆ bbox=[353, 877, 410, 906]
demand-notice-date: ಡಿಮ್ಯಾಂಡ್ ನೋಟಿಸ್ ದಿನಾಂಕ: 23.10.2025 bbox=[944, 1246, 1050, 1253]
ad-signature: ಸಹಿ/- ಜಿಲ್ಲಾಧಿಕಾರಿಗಳು ಮತ್ತು ಅಧ್ಯಕ್ಷರು, ಜಿಲ್ಲಾ ನಗರಾಭಿವೃದ್ಧಿ ಕೋಶ, ಬೆಂಗಳೂರು ಗ್ರಾಮಾಂತರ ಜಿಲ್ಲೆ bbox=[459, 1280, 627, 1295]
notice-title: ಇ-ಟೆಂಡರ್ ಪ್ರಕಟಣೆ bbox=[333, 1387, 632, 1409]
